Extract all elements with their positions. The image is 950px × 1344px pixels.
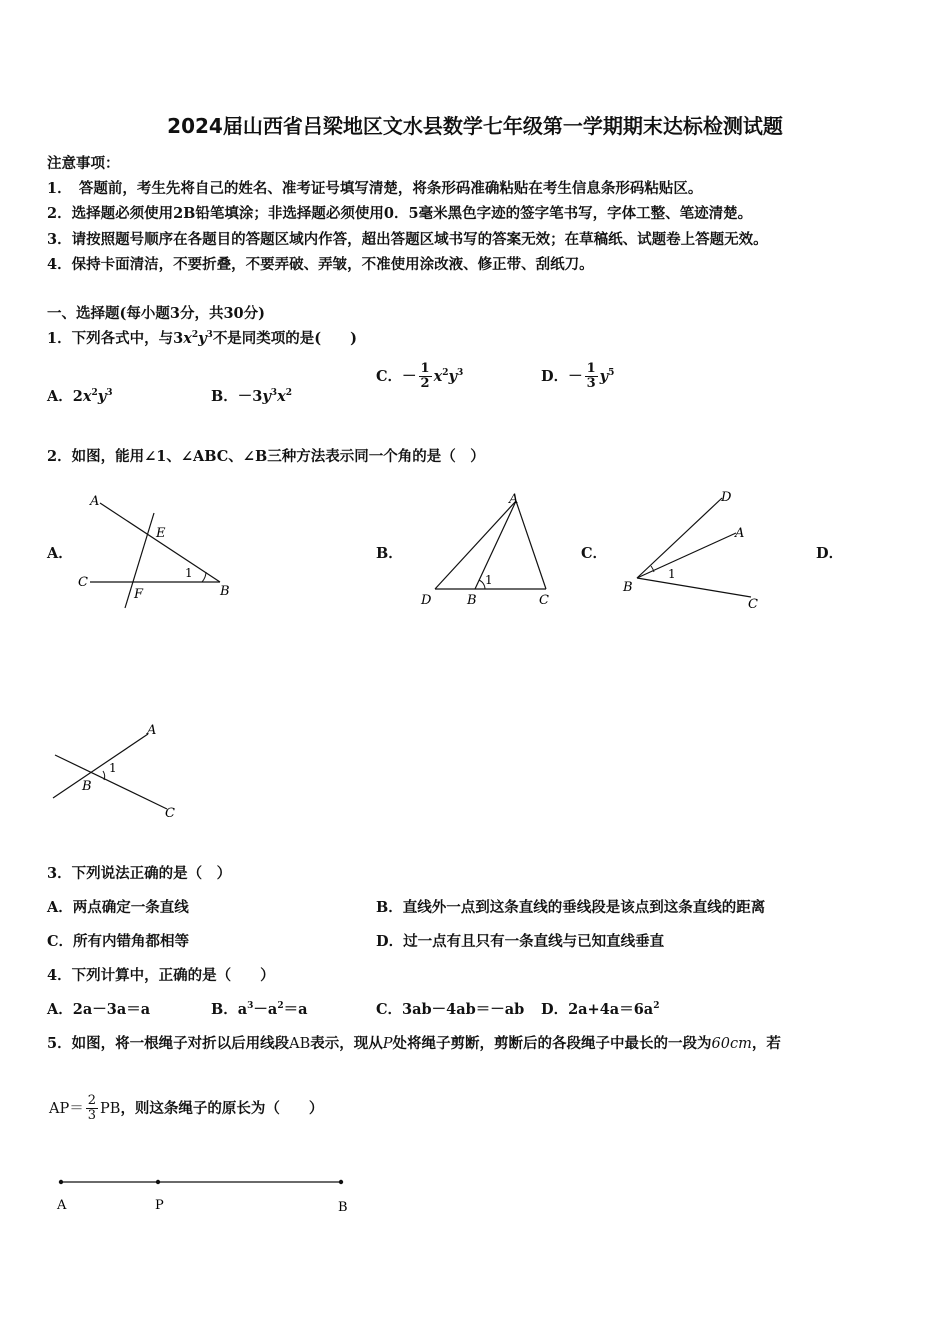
point-p [156,1180,160,1184]
figure-option-d [45,715,195,825]
label-a: A [147,723,157,738]
section-heading: 一、选择题(每小题3分，共30分) [47,305,265,322]
point-a [59,1180,63,1184]
page-title: 2024届山西省吕梁地区文水县数学七年级第一学期期末达标检测试题 [167,114,783,138]
label-d: D [721,490,732,505]
label-b: B [467,593,477,608]
notice-item: 4．保持卡面清洁，不要折叠，不要弄破、弄皱，不准使用涂改液、修正带、刮纸刀。 [47,256,594,273]
label-angle-1: 1 [485,573,493,587]
label-e: E [156,526,166,541]
point-b [339,1180,343,1184]
label-c: C [165,806,175,821]
label-a: A [509,492,519,507]
question-2-option-b[interactable]: B． [376,545,403,562]
question-4-stem: 4．下列计算中，正确的是（ ） [47,967,275,984]
question-3-option-a[interactable]: A．两点确定一条直线 [47,899,189,916]
question-1-option-b[interactable]: B．$-3y^3x^2$ [211,388,292,405]
label-b: B [623,580,633,595]
label-angle-1: 1 [109,761,117,775]
question-1-option-a[interactable]: A．$2x^2y^3$ [47,388,113,405]
label-b: B [82,779,92,794]
label-b: B [338,1200,348,1215]
label-c: C [78,575,88,590]
question-5-condition: AP＝ $\frac{2}{3}$ PB，则这条绳子的原长为（ ） [49,1093,324,1124]
label-c: C [539,593,549,608]
label-d: D [421,593,432,608]
question-3-option-c[interactable]: C．所有内错角都相等 [47,933,190,950]
notice-item: 1． 答题前，考生先将自己的姓名、准考证号填写清楚，将条形码准确粘贴在考生信息条形码粘贴区。 [47,180,703,197]
notice-item: 2．选择题必须使用2B铅笔填涂；非选择题必须使用0．5毫米黑色字迹的签字笔书写，字体工整、笔迹清楚。 [47,205,753,222]
label-b: B [220,584,230,599]
figure-option-b [415,485,565,610]
notice-heading: 注意事项： [47,155,120,172]
label-c: C [748,597,758,612]
label-a: A [735,526,745,541]
label-f: F [134,587,144,602]
question-3-option-d[interactable]: D．过一点有且只有一条直线与已知直线垂直 [376,933,665,950]
question-4-option-d[interactable]: D．$2a+4a=6a^2$ [541,1001,660,1018]
label-angle-1: 1 [185,566,193,580]
label-p: P [155,1198,164,1213]
figure-option-a [70,485,240,610]
question-2-option-d[interactable]: D． [816,545,844,562]
label-a: A [57,1198,67,1213]
question-4-option-a[interactable]: A．2a－3a＝a [47,1001,151,1018]
question-2-option-c[interactable]: C． [581,545,608,562]
question-1-option-d[interactable]: D．－ $\frac{1}{3}$ $y^5$ [541,361,615,392]
question-4-option-b[interactable]: B．$a^3-a^2=a$ [211,1001,308,1018]
question-2-option-a[interactable]: A． [47,545,73,562]
question-3-stem: 3．下列说法正确的是（ ） [47,865,232,882]
question-2-stem: 2．如图，能用∠1、∠ABC、∠B三种方法表示同一个角的是（ ） [47,448,485,465]
question-1-stem: 1．下列各式中，与$3x^2y^3$不是同类项的是( ) [47,330,358,347]
label-a: A [90,494,100,509]
figure-option-c [615,485,775,615]
label-angle-1: 1 [668,567,676,581]
question-4-option-c[interactable]: C．3ab－4ab＝－ab [376,1001,525,1018]
question-5-stem: 5．如图，将一根绳子对折以后用线段AB表示，现从P处将绳子剪断，剪断后的各段绳子中最长的一段为60cm，若 [47,1035,781,1052]
question-1-option-c[interactable]: C．－ $\frac{1}{2}$ $x^2y^3$ [376,361,464,392]
notice-item: 3．请按照题号顺序在各题目的答题区域内作答，超出答题区域书写的答案无效；在草稿纸、试题卷上答题无效。 [47,231,768,248]
figure-segment-ab [45,1170,365,1220]
question-3-option-b[interactable]: B．直线外一点到这条直线的垂线段是该点到这条直线的距离 [376,899,766,916]
